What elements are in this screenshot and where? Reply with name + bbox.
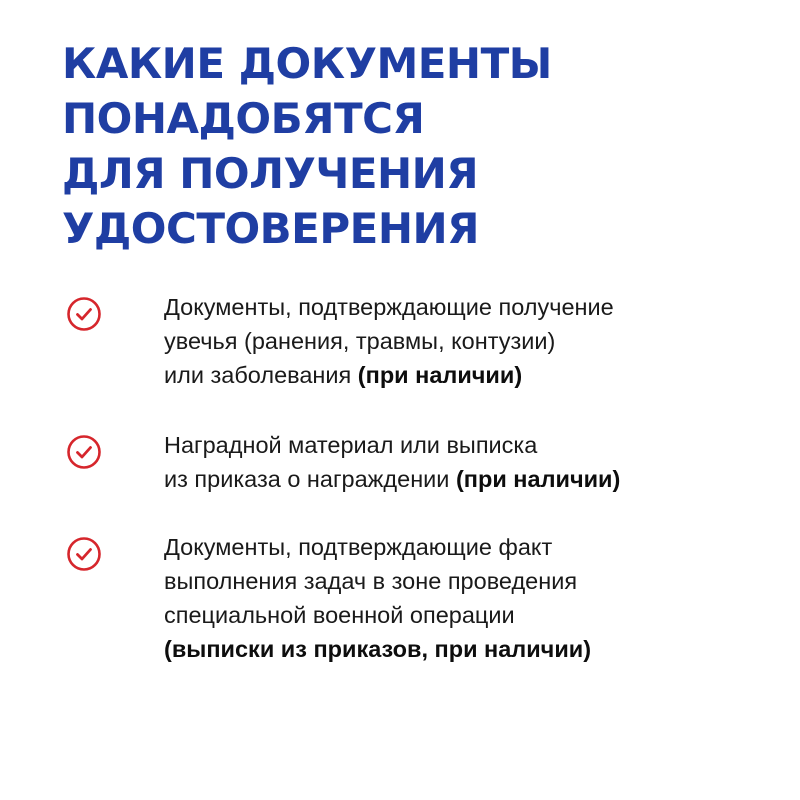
list-item-text-plain: или заболевания [164, 362, 358, 388]
list-item-line [164, 632, 784, 666]
list-item-note-bold: (выписки из приказов, при наличии) [164, 636, 592, 662]
list-item-line: Документы, подтверждающие получение [164, 294, 614, 320]
title-line: УДОСТОВЕРЕНИЯ [62, 204, 479, 253]
check-circle-icon [66, 434, 102, 470]
title-line: КАКИЕ ДОКУМЕНТЫ [62, 39, 552, 88]
list-item-line: Документы, подтверждающие факт [164, 534, 553, 560]
check-circle-icon [66, 296, 102, 332]
list-item-text [164, 290, 784, 392]
list-item-line: Наградной материал или выписка [164, 432, 538, 458]
list-item-line: выполнения задач в зоне проведения [164, 568, 578, 594]
list-item-text-plain: из приказа о награждении [164, 466, 456, 492]
list-item-text [164, 428, 784, 496]
list-item-note-bold: (при наличии) [357, 362, 523, 388]
list-item-text [164, 530, 784, 666]
check-circle-icon [66, 536, 102, 572]
page-title [62, 36, 552, 256]
list-item-line [164, 358, 784, 392]
list-item-line: увечья (ранения, травмы, контузии) [164, 328, 556, 354]
title-line: ДЛЯ ПОЛУЧЕНИЯ [62, 149, 479, 198]
list-item-line [164, 462, 784, 496]
list-item-note-bold: (при наличии) [455, 466, 621, 492]
list-item-line: специальной военной операции [164, 602, 515, 628]
title-line: ПОНАДОБЯТСЯ [62, 94, 425, 143]
